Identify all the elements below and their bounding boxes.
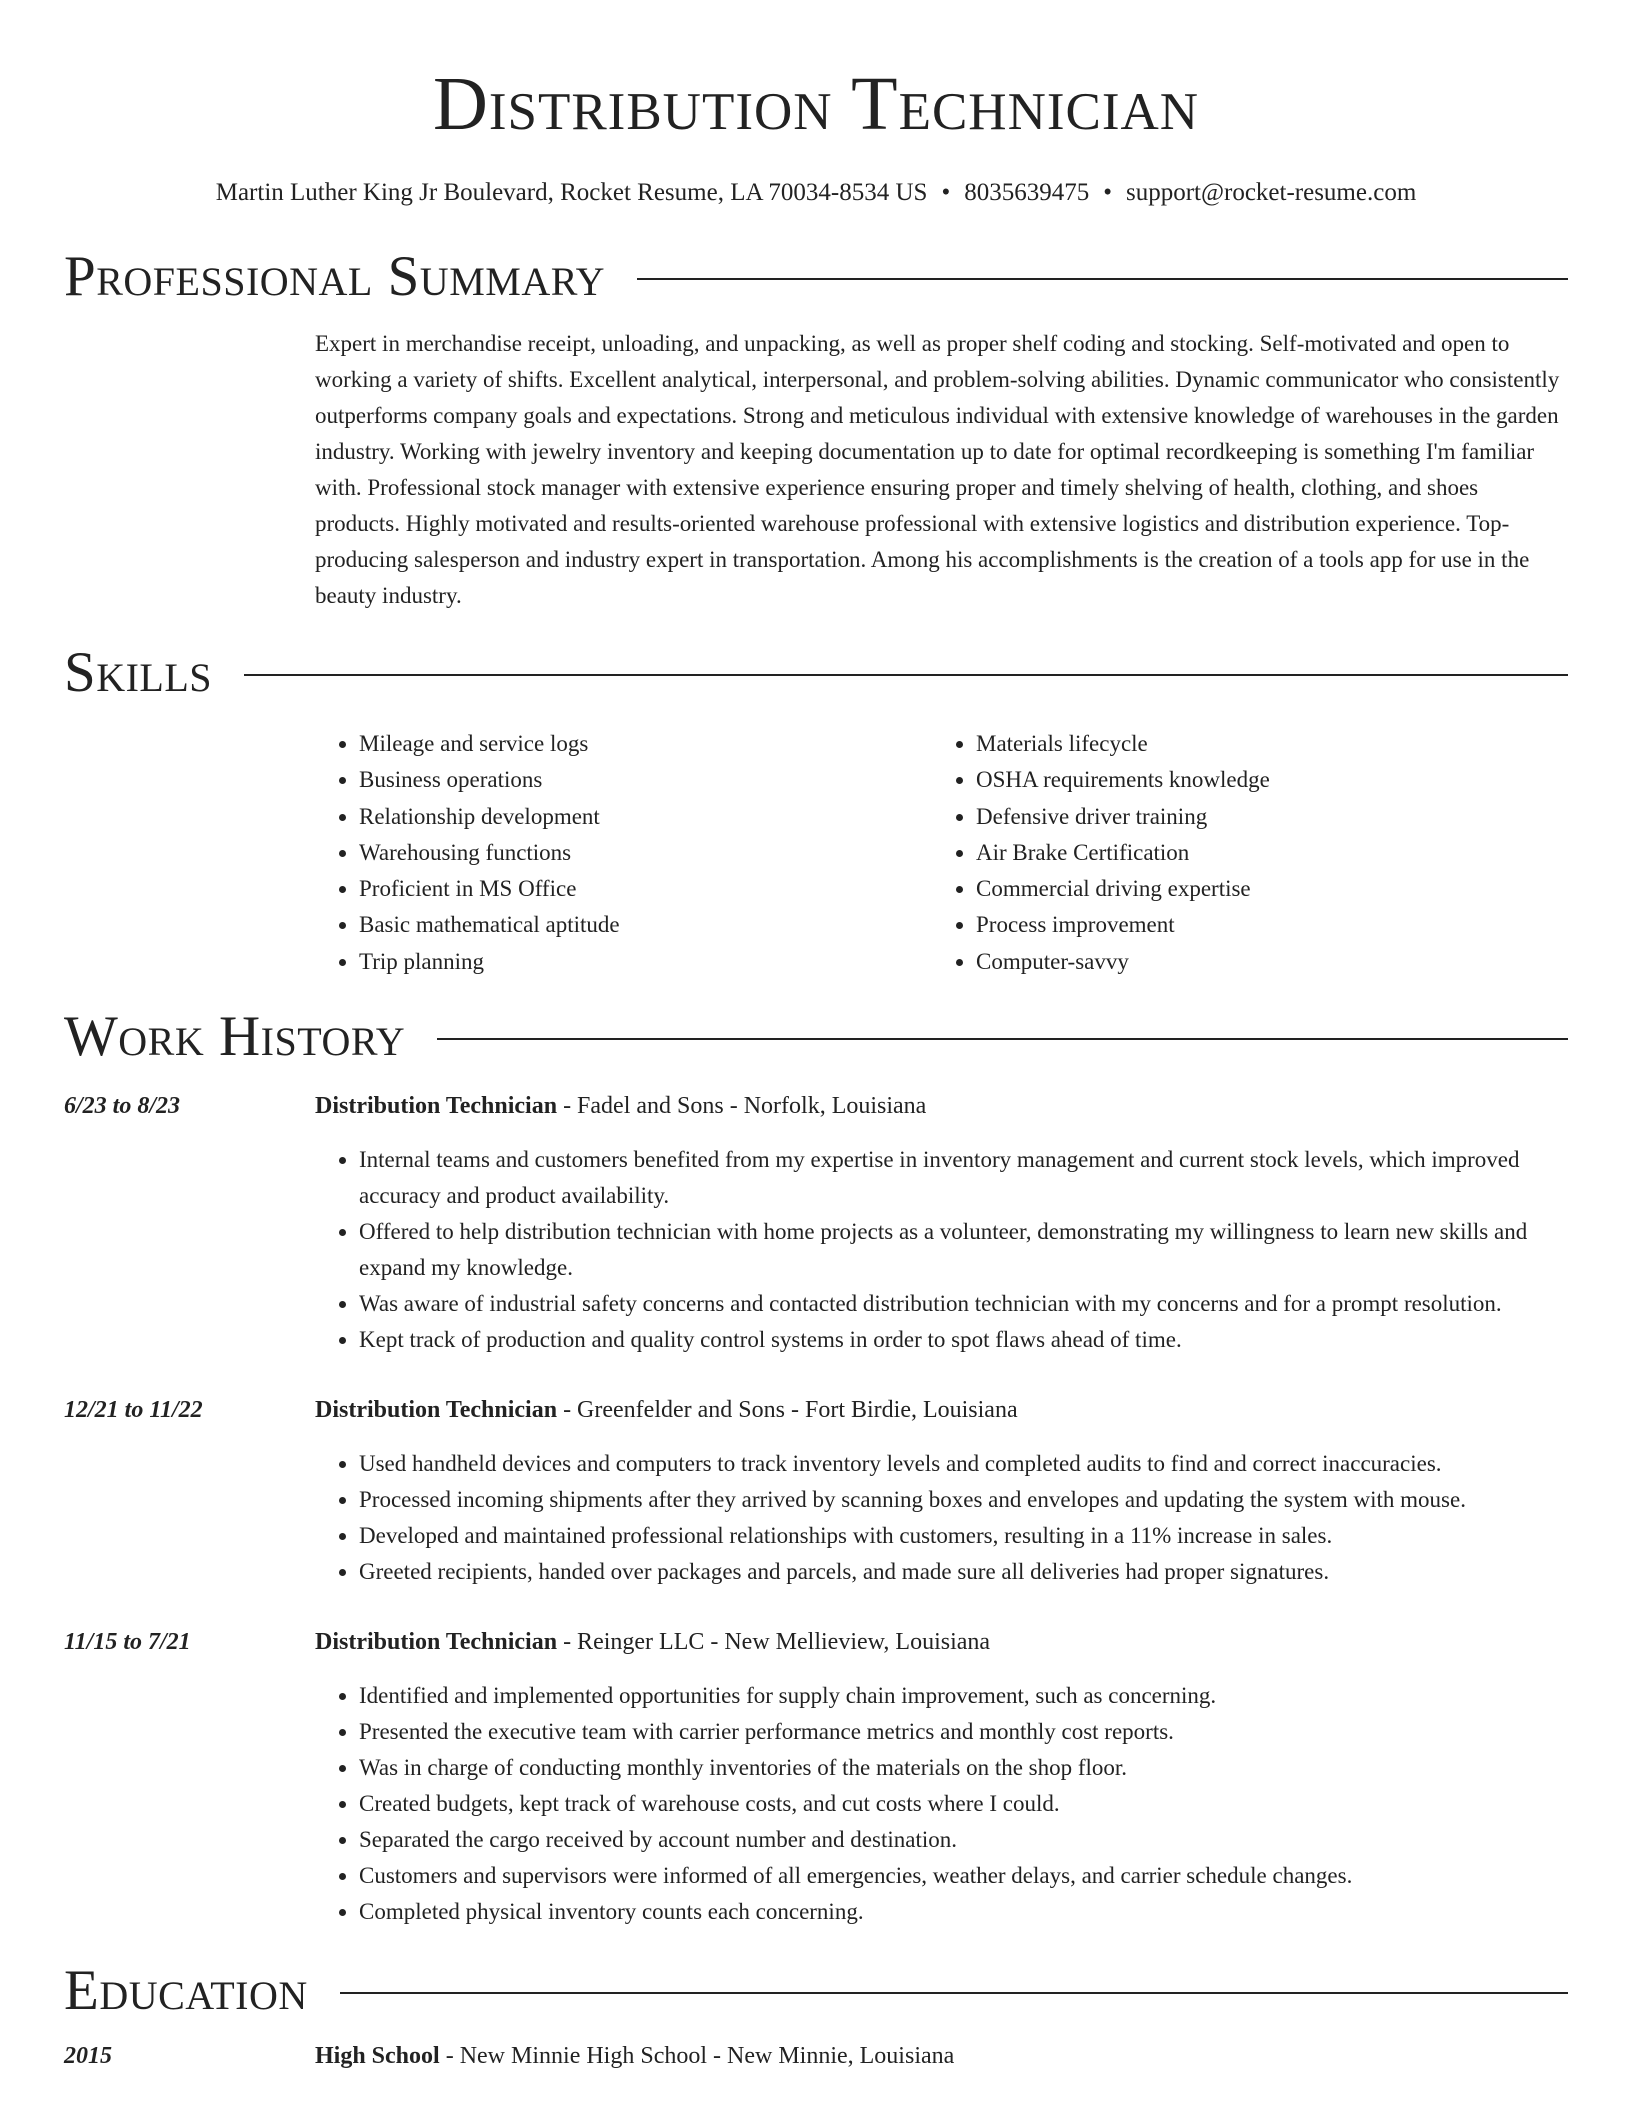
skills-heading: Skills [64,641,213,704]
section-divider [244,674,1568,676]
job-bullet: • Greeted recipients, handed over packages and parcels, and made sure all deliveries had proper signatures. [359,1554,1568,1590]
education-degree: High School [315,2043,440,2070]
skill-item: • Basic mathematical aptitude [359,907,932,943]
contact-line [64,178,1568,208]
job-role: Distribution Technician [315,1093,558,1120]
job-title-line [315,1392,1568,1428]
skills-column-right [932,726,1549,980]
education-heading: Education [64,1959,308,2023]
education-year: 2015 [64,2043,112,2070]
contact-separator: • [941,179,951,206]
skill-item: • OSHA requirements knowledge [976,762,1549,798]
education-body [315,2038,1568,2074]
skill-item: • Commercial driving expertise [976,871,1549,907]
contact-email: support@rocket-resume.com [1125,179,1417,206]
job-bullet: • Internal teams and customers benefited from my expertise in inventory management and current stock levels, which improved accuracy and product availability. [359,1142,1568,1214]
job-company-location: - Greenfelder and Sons - Fort Birdie, Louisiana [557,1397,1018,1424]
job-dates: 11/15 to 7/21 [64,1629,191,1656]
skill-item: • Materials lifecycle [976,726,1549,762]
skill-item: • Computer-savvy [976,944,1549,980]
contact-separator: • [1103,179,1112,206]
education-section-header [64,1956,1568,2026]
education-title-line [315,2038,1568,2074]
job-bullet: • Developed and maintained professional relationships with customers, resulting in a 11% increase in sales. [359,1518,1568,1554]
skill-item: • Process improvement [976,907,1549,943]
skill-item: • Warehousing functions [359,835,932,871]
skill-item: • Business operations [359,762,932,798]
skill-item: • Trip planning [359,944,932,980]
job-dates: 6/23 to 8/23 [64,1093,181,1120]
job-bullet: • Completed physical inventory counts each concerning. [359,1894,1568,1930]
work-heading: Work History [64,1005,406,1069]
education-entry [64,2038,1568,2074]
job-bullet: • Used handheld devices and computers to track inventory levels and completed audits to find and correct inaccuracies. [359,1446,1568,1482]
contact-phone: 8035639475 [964,179,1090,206]
job-bullet: • Separated the cargo received by account number and destination. [359,1822,1568,1858]
job-bullets [315,1446,1568,1590]
skill-item: • Relationship development [359,799,932,835]
job-bullet: • Identified and implemented opportunities for supply chain improvement, such as concerning. [359,1678,1568,1714]
job-bullets [315,1142,1568,1358]
job-company-location: - Reinger LLC - New Mellieview, Louisiana [557,1629,991,1656]
job-company-location: - Fadel and Sons - Norfolk, Louisiana [557,1093,927,1120]
job-body [315,1624,1568,1930]
skills-list [315,726,1568,980]
skill-item: • Air Brake Certification [976,835,1549,871]
section-divider [637,278,1568,280]
contact-address: Martin Luther King Jr Boulevard, Rocket Resume, LA 70034-8534 US [215,179,928,206]
skills-column-left [315,726,932,980]
summary-section-header [64,242,1568,312]
skill-item: • Proficient in MS Office [359,871,932,907]
education-school-location: - New Minnie High School - New Minnie, Louisiana [439,2043,955,2070]
summary-text: Expert in merchandise receipt, unloading, and unpacking, as well as proper shelf coding and stocking. Self-motivated and open to working a variety of shifts. Excellent analytical, interpersonal, and problem-solving abilities. Dynamic communicator who consistently outperforms company goals and expectations. Strong and meticulous individual with extensive knowledge of warehouses in the garden industry. Working with jewelry inventory and keeping documentation up to date for optimal recordkeeping is something I'm familiar with. Professional stock manager with extensive experience ensuring proper and timely shelving of health, clothing, and shoes products. Highly motivated and results-oriented warehouse professional with extensive logistics and distribution experience. Top-producing salesperson and industry expert in transportation. Among his accomplishments is the creation of a tools app for use in the beauty industry. [315,331,1560,608]
skill-item: • Defensive driver training [976,799,1549,835]
job-bullet: • Kept track of production and quality control systems in order to spot flaws ahead of time. [359,1322,1568,1358]
job-entry [64,1088,1568,1358]
skill-item: • Mileage and service logs [359,726,932,762]
job-title-line [315,1624,1568,1660]
job-role: Distribution Technician [315,1397,558,1424]
resume-page [64,0,1568,2074]
job-entry [64,1392,1568,1590]
job-title-line [315,1088,1568,1124]
job-bullets [315,1678,1568,1930]
job-entry [64,1624,1568,1930]
job-bullet: • Was aware of industrial safety concerns and contacted distribution technician with my concerns and for a prompt resolution. [359,1286,1568,1322]
section-divider [340,1992,1568,1994]
job-dates: 12/21 to 11/22 [64,1397,203,1424]
job-bullet: • Processed incoming shipments after they arrived by scanning boxes and envelopes and updating the system with mouse. [359,1482,1568,1518]
job-bullet: • Created budgets, kept track of warehouse costs, and cut costs where I could. [359,1786,1568,1822]
work-section-header [64,1002,1568,1072]
job-body [315,1088,1568,1358]
job-bullet: • Presented the executive team with carrier performance metrics and monthly cost reports. [359,1714,1568,1750]
skills-section-header [64,638,1568,708]
section-divider [437,1038,1568,1040]
summary-heading: Professional Summary [64,245,606,308]
job-bullet: • Customers and supervisors were informed of all emergencies, weather delays, and carrier schedule changes. [359,1858,1568,1894]
job-role: Distribution Technician [315,1629,558,1656]
candidate-name: Distribution Technician [432,62,1200,146]
job-bullet: • Offered to help distribution technician with home projects as a volunteer, demonstrating my willingness to learn new skills and expand my knowledge. [359,1214,1568,1286]
job-body [315,1392,1568,1590]
job-bullet: • Was in charge of conducting monthly inventories of the materials on the shop floor. [359,1750,1568,1786]
